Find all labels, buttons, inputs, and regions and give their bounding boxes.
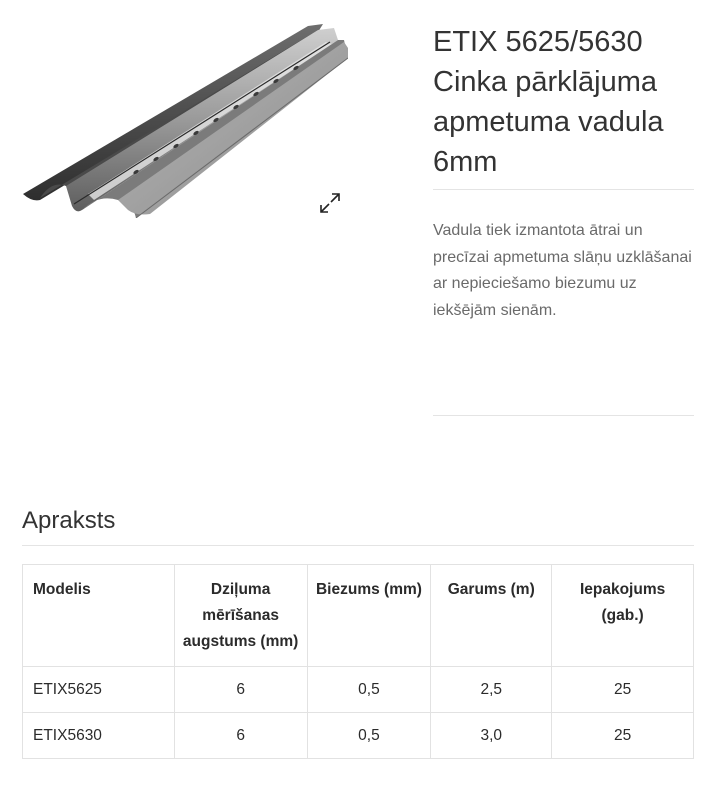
- header-thickness: Biezums (mm): [307, 565, 431, 667]
- header-depth-height: Dziļuma mērīšanas augstums (mm): [174, 565, 307, 667]
- table-header-row: [23, 565, 694, 667]
- header-model: Modelis: [23, 565, 175, 667]
- expand-icon[interactable]: [317, 190, 343, 216]
- description-heading: Apraksts: [22, 507, 116, 534]
- cell-length: 3,0: [431, 713, 552, 759]
- product-summary: Vadula tiek izmantota ātrai un precīzai apmetuma slāņu uzklāšanai ar nepieciešamo biezumu uz iekšējām sienām.: [433, 222, 692, 319]
- cell-model: ETIX5630: [23, 713, 175, 759]
- cell-thickness: 0,5: [307, 713, 431, 759]
- cell-thickness: 0,5: [307, 667, 431, 713]
- cell-package: 25: [552, 667, 694, 713]
- specifications-table: [22, 564, 694, 759]
- cell-package: 25: [552, 713, 694, 759]
- summary-divider: [433, 415, 694, 416]
- cell-length: 2,5: [431, 667, 552, 713]
- cell-model: ETIX5625: [23, 667, 175, 713]
- product-title: ETIX 5625/5630 Cinka pārklājuma apmetuma vadula 6mm: [433, 26, 664, 178]
- description-divider: [22, 545, 694, 546]
- product-image: [18, 18, 348, 218]
- table-row: [23, 667, 694, 713]
- header-length: Garums (m): [431, 565, 552, 667]
- title-divider: [433, 189, 694, 190]
- cell-depth-height: 6: [174, 713, 307, 759]
- header-package: Iepakojums (gab.): [552, 565, 694, 667]
- cell-depth-height: 6: [174, 667, 307, 713]
- table-row: [23, 713, 694, 759]
